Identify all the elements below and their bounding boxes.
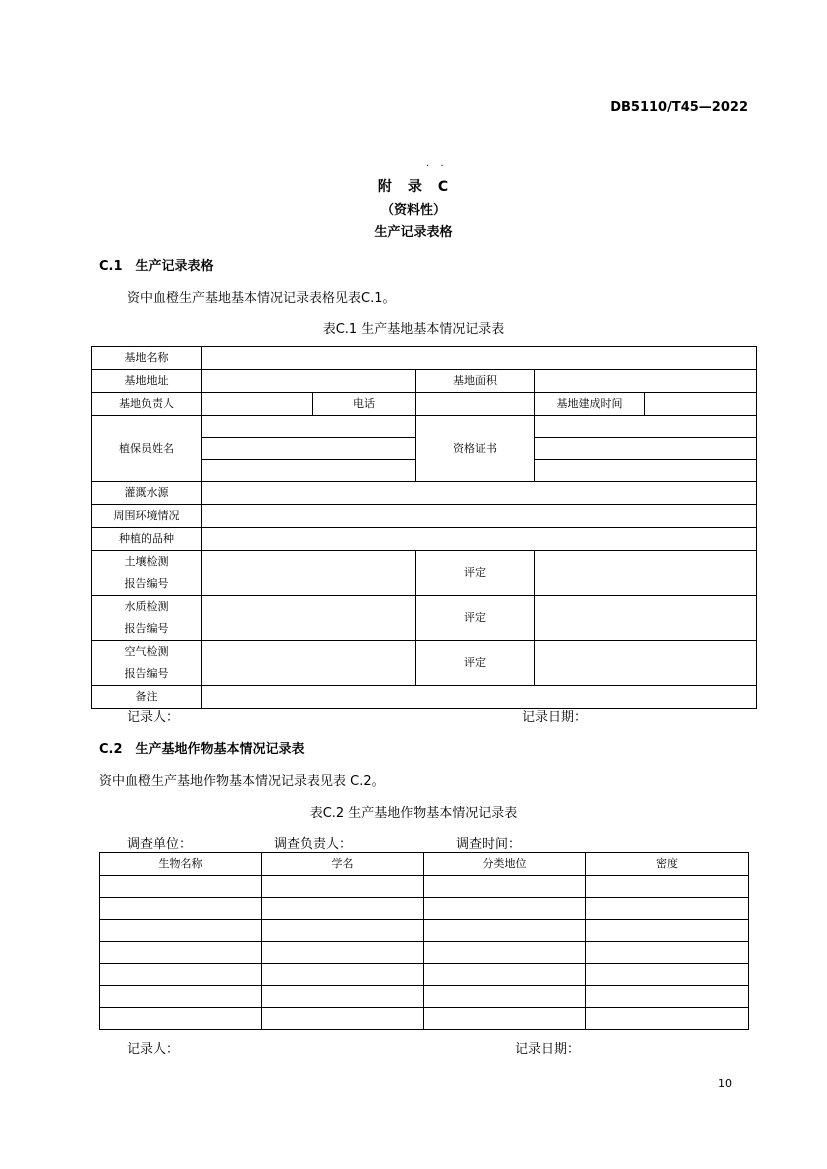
field-remarks[interactable] (202, 686, 757, 709)
label-assess: 评定 (416, 596, 535, 641)
field-base-manager[interactable] (202, 393, 313, 416)
table-row (100, 942, 749, 964)
table-row (100, 876, 749, 898)
cell[interactable] (586, 920, 749, 942)
label-air-report (92, 641, 202, 686)
appendix-name: 生产记录表格 (374, 225, 453, 240)
c1-recorder: 记录人： (127, 710, 180, 725)
cell[interactable] (100, 1008, 262, 1030)
cell[interactable] (424, 986, 586, 1008)
cell[interactable] (262, 898, 424, 920)
label-base-address: 基地地址 (92, 370, 202, 393)
table-row (100, 986, 749, 1008)
cell[interactable] (424, 964, 586, 986)
label-qualification: 资格证书 (416, 416, 535, 482)
cell[interactable] (586, 964, 749, 986)
column-header: 生物名称 (100, 853, 262, 876)
label-irrigation: 灌溉水源 (92, 482, 202, 505)
cell[interactable] (424, 876, 586, 898)
table-row (100, 898, 749, 920)
field-phone[interactable] (416, 393, 535, 416)
field-irrigation[interactable] (202, 482, 757, 505)
label-plant-protector: 植保员姓名 (92, 416, 202, 482)
label-environment: 周围环境情况 (92, 505, 202, 528)
decorative-dots: . . (426, 158, 448, 169)
table-c1 (91, 346, 757, 709)
cell[interactable] (262, 920, 424, 942)
cell[interactable] (262, 986, 424, 1008)
field-build-time[interactable] (645, 393, 757, 416)
cell[interactable] (100, 964, 262, 986)
table-c2-caption: 表C.2 生产基地作物基本情况记录表 (309, 806, 518, 821)
cell[interactable] (262, 1008, 424, 1030)
field-qualification-3[interactable] (535, 460, 757, 482)
label-base-name: 基地名称 (92, 347, 202, 370)
survey-manager: 调查负责人： (274, 837, 353, 852)
table-row (100, 1008, 749, 1030)
table-c1-caption: 表C.1 生产基地基本情况记录表 (322, 322, 505, 337)
label-remarks: 备注 (92, 686, 202, 709)
field-soil-assess[interactable] (535, 551, 757, 596)
table-row (100, 920, 749, 942)
field-soil-report[interactable] (202, 551, 416, 596)
table-row (100, 964, 749, 986)
field-water-assess[interactable] (535, 596, 757, 641)
cell[interactable] (262, 876, 424, 898)
field-plant-protector-1[interactable] (202, 416, 416, 438)
field-water-report[interactable] (202, 596, 416, 641)
cell[interactable] (424, 1008, 586, 1030)
c2-record-date: 记录日期： (515, 1042, 581, 1057)
cell[interactable] (100, 920, 262, 942)
label-phone: 电话 (313, 393, 416, 416)
label-base-area: 基地面积 (416, 370, 535, 393)
cell[interactable] (586, 898, 749, 920)
cell[interactable] (424, 898, 586, 920)
label-soil-test: 土壤检测 (124, 555, 169, 568)
section-c2-paragraph: 资中血橙生产基地作物基本情况记录表见表 C.2。 (99, 774, 385, 789)
field-air-report[interactable] (202, 641, 416, 686)
field-plant-protector-3[interactable] (202, 460, 416, 482)
column-header: 密度 (586, 853, 749, 876)
c1-record-date: 记录日期： (522, 710, 588, 725)
label-water-report (92, 596, 202, 641)
field-variety[interactable] (202, 528, 757, 551)
appendix-subtitle: （资料性） (380, 203, 446, 218)
document-number: DB5110/T45—2022 (610, 100, 748, 115)
section-c2-heading: C.2 生产基地作物基本情况记录表 (99, 742, 305, 757)
field-base-name[interactable] (202, 347, 757, 370)
cell[interactable] (100, 942, 262, 964)
cell[interactable] (424, 920, 586, 942)
appendix-title: 附 录 C (377, 179, 450, 195)
column-header: 学名 (262, 853, 424, 876)
label-report-no: 报告编号 (124, 622, 169, 635)
label-report-no: 报告编号 (124, 667, 169, 680)
cell[interactable] (424, 942, 586, 964)
cell[interactable] (262, 964, 424, 986)
cell[interactable] (100, 898, 262, 920)
label-assess: 评定 (416, 551, 535, 596)
label-assess: 评定 (416, 641, 535, 686)
page-number: 10 (718, 1077, 732, 1090)
label-water-test: 水质检测 (124, 600, 169, 613)
field-base-address[interactable] (202, 370, 416, 393)
label-report-no: 报告编号 (124, 577, 169, 590)
survey-unit: 调查单位： (127, 837, 193, 852)
c2-recorder: 记录人： (127, 1042, 180, 1057)
field-base-area[interactable] (535, 370, 757, 393)
field-air-assess[interactable] (535, 641, 757, 686)
field-environment[interactable] (202, 505, 757, 528)
cell[interactable] (586, 942, 749, 964)
section-c1-heading: C.1 生产记录表格 (99, 259, 214, 274)
field-qualification-1[interactable] (535, 416, 757, 438)
label-base-manager: 基地负责人 (92, 393, 202, 416)
cell[interactable] (100, 986, 262, 1008)
cell[interactable] (262, 942, 424, 964)
label-air-test: 空气检测 (124, 645, 169, 658)
label-soil-report (92, 551, 202, 596)
label-build-time: 基地建成时间 (535, 393, 645, 416)
section-c1-paragraph: 资中血橙生产基地基本情况记录表格见表C.1。 (127, 291, 396, 306)
field-qualification-2[interactable] (535, 438, 757, 460)
label-variety: 种植的品种 (92, 528, 202, 551)
cell[interactable] (100, 876, 262, 898)
field-plant-protector-2[interactable] (202, 438, 416, 460)
cell[interactable] (586, 876, 749, 898)
survey-time: 调查时间： (456, 837, 522, 852)
cell[interactable] (586, 986, 749, 1008)
table-c2 (99, 852, 749, 1030)
cell[interactable] (586, 1008, 749, 1030)
column-header: 分类地位 (424, 853, 586, 876)
